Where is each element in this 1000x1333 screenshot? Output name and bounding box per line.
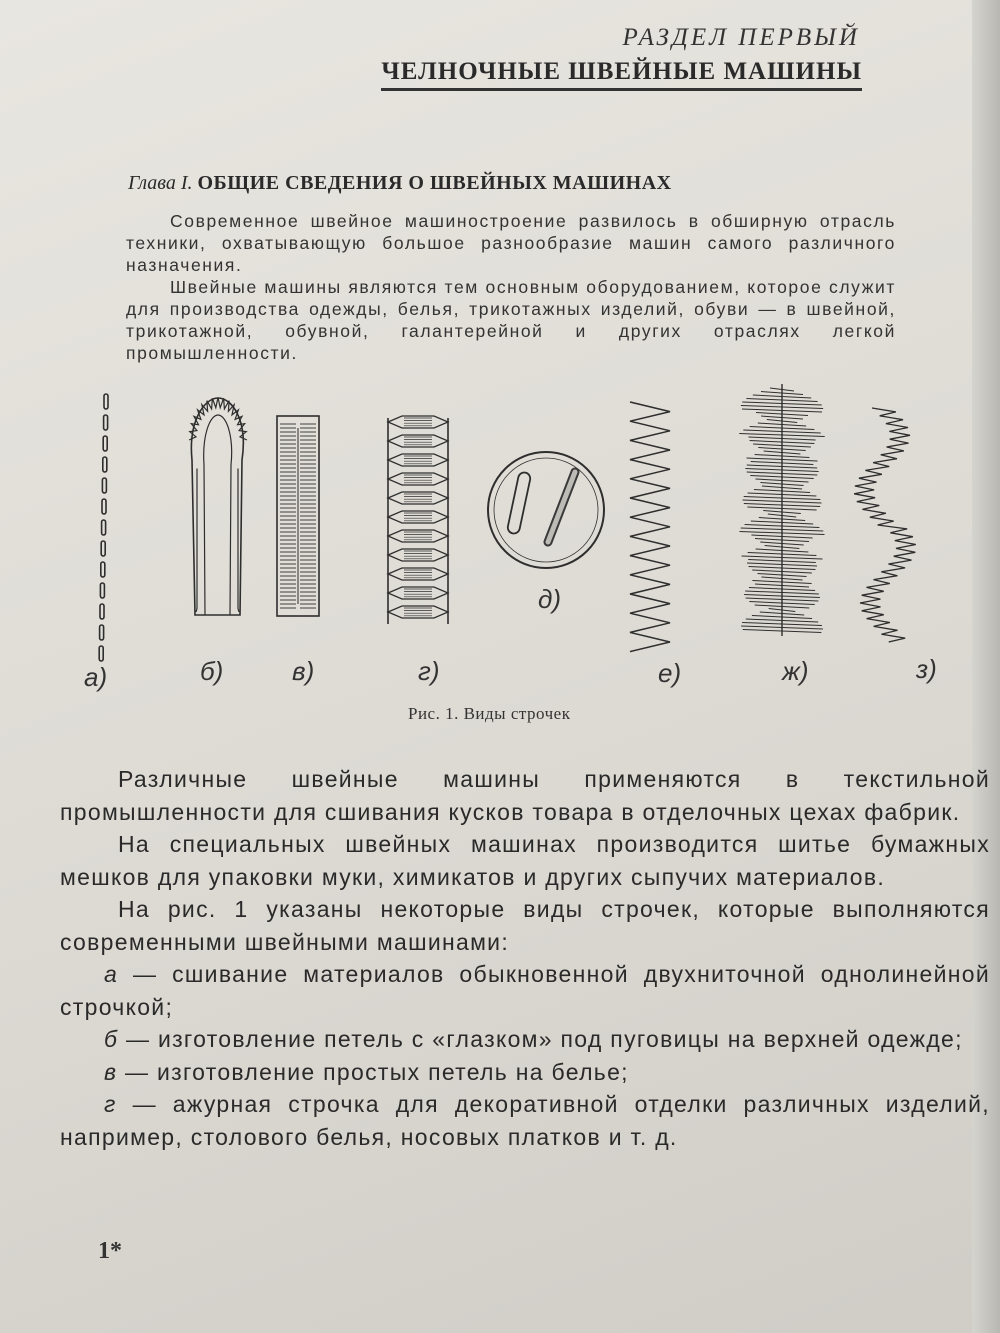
stitch-b-eyelet: [191, 398, 243, 615]
chapter-heading: [128, 172, 672, 195]
chapter-title: ОБЩИЕ СВЕДЕНИЯ О ШВЕЙНЫХ МАШИНАХ: [197, 172, 672, 194]
stitch-a-straight: [99, 394, 108, 661]
figure-caption: Рис. 1. Виды строчек: [408, 704, 571, 723]
figure-label-a: а): [84, 662, 108, 692]
body-paragraph-1: Различные швейные машины применяются в текстильной промышленности для сшивания кусков товара в отделочных цехах фабрик.: [60, 766, 990, 825]
section-label: РАЗДЕЛ ПЕРВЫЙ: [622, 24, 860, 51]
figure-label-b: б): [200, 656, 224, 686]
stitch-d-button: [488, 452, 604, 568]
stitch-z-multizigzag: [854, 408, 916, 642]
figure-label-d: д): [538, 584, 562, 614]
stitch-zh-satin: [739, 384, 824, 636]
figure-label-v: в): [292, 656, 315, 686]
list-item: г — ажурная строчка для декоративной отделки различных изделий, например, столового белья, носовых платков и т. д.: [60, 1091, 990, 1150]
page-signature-mark: 1*: [98, 1238, 122, 1264]
body-text: [60, 763, 990, 1153]
chapter-label: Глава I.: [128, 172, 193, 194]
list-item: в — изготовление простых петель на белье;: [104, 1058, 629, 1085]
figure-label-g: г): [418, 656, 440, 686]
figure-label-zh: ж): [782, 656, 809, 686]
stitch-e-zigzag: [630, 402, 670, 652]
intro-text: [126, 210, 896, 364]
intro-paragraph-2: Швейные машины являются тем основным оборудованием, которое служит для производства одежды, белья, трикотажных изделий, обуви — в швейной, трикотажной, обувной, галантерейной и других отраслях легкой промышленности.: [126, 277, 896, 363]
stitch-types-figure: [70, 380, 970, 740]
stitch-g-hemstitch: [388, 416, 448, 624]
body-paragraph-2: На специальных швейных машинах производится шитье бумажных мешков для упаковки муки, химикатов и других сыпучих материалов.: [60, 831, 990, 890]
intro-paragraph-1: Современное швейное машиностроение развилось в обширную отрасль техники, охватывающую большое разнообразие машин самого различного назначения.: [126, 211, 896, 275]
figure-label-e: е): [658, 658, 682, 688]
section-title: ЧЕЛНОЧНЫЕ ШВЕЙНЫЕ МАШИНЫ: [381, 58, 862, 91]
body-paragraph-3: На рис. 1 указаны некоторые виды строчек, которые выполняются современными швейными машинами:: [60, 896, 990, 955]
list-item: а — сшивание материалов обыкновенной двухниточной однолинейной строчкой;: [60, 961, 991, 1020]
figure-label-z: з): [916, 654, 937, 684]
list-item: б — изготовление петель с «глазком» под пуговицы на верхней одежде;: [104, 1026, 963, 1052]
